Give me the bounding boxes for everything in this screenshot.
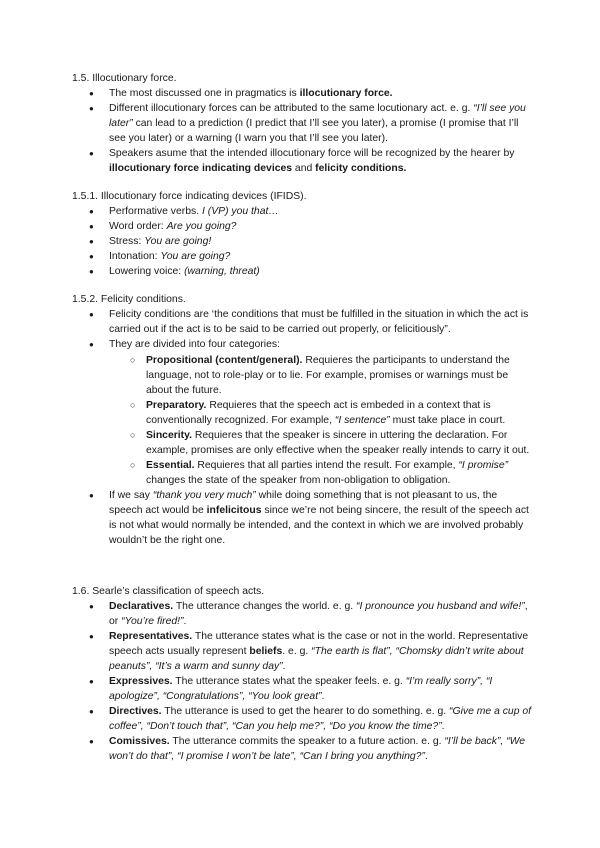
- list-item: ● Stress: You are going!: [72, 234, 532, 249]
- bullet-list: [72, 86, 532, 176]
- list-item: ● If we say “thank you very much” while doing something that is not pleasant to us, the speech act would be infelicitous since we’re not being sincere, the result of the speech act is not what would normally be intended, and the context in which we are involved probably wouldn’t be the right one.: [72, 488, 532, 548]
- list-item: ● Comissives. The utterance commits the speaker to a future action. e. g. “I’ll be back”, “We won’t do that”, “I promise I won’t be late”, “Can I bring you anything?”.: [72, 734, 532, 764]
- section-1-5-1: [72, 189, 532, 279]
- list-item: ● Word order: Are you going?: [72, 219, 532, 234]
- list-item: ● Performative verbs. I (VP) you that…: [72, 204, 532, 219]
- list-item: ● The most discussed one in pragmatics is illocutionary force.: [72, 86, 532, 101]
- sub-list-item: ○ Propositional (content/general). Requieres the participants to understand the language, not to role-play or to lie. For example, promises or warnings must be about the future.: [109, 353, 532, 398]
- bullet-list: [72, 599, 532, 764]
- sub-list-item: ○ Preparatory. Requieres that the speech act is embeded in a context that is conventionally recognized. For example, “I sentence” must take place in court.: [109, 398, 532, 428]
- list-item: ● Different illocutionary forces can be attributed to the same locutionary act. e. g. “I’ll see you later” can lead to a prediction (I predict that I’ll see you later), a promise (I promise that I’ll see you later) or a warning (I warn you that I’ll see you later).: [72, 101, 532, 146]
- section-1-5-2: [72, 292, 532, 548]
- section-heading: 1.5. Illocutionary force.: [72, 73, 177, 84]
- bullet-list: [72, 307, 532, 548]
- sub-list: [109, 353, 532, 488]
- sub-list-item: ○ Sincerity. Requieres that the speaker is sincere in uttering the declaration. For example, promises are only effective when the speaker really intends to carry it out.: [109, 428, 532, 458]
- list-item: ● Declaratives. The utterance changes the world. e. g. “I pronounce you husband and wife!”, or “You’re fired!”.: [72, 599, 532, 629]
- section-heading: 1.5.1. Illocutionary force indicating devices (IFIDS).: [72, 191, 307, 202]
- list-item: ● Representatives. The utterance states what is the case or not in the world. Representative speech acts usually represent beliefs. e. g. “The earth is flat”, “Chomsky didn’t write about peanuts”, “It’s a warm and sunny day”.: [72, 629, 532, 674]
- list-item: ● Speakers asume that the intended illocutionary force will be recognized by the hearer by illocutionary force indicating devices and felicity conditions.: [72, 146, 532, 176]
- list-item: ● Directives. The utterance is used to get the hearer to do something. e. g. “Give me a cup of coffee”, “Don’t touch that”, “Can you help me?”, “Do you know the time?”.: [72, 704, 532, 734]
- list-item: ● Intonation: You are going?: [72, 249, 532, 264]
- list-item: ● Lowering voice: (warning, threat): [72, 264, 532, 279]
- bullet-list: [72, 204, 532, 279]
- section-heading: 1.5.2. Felicity conditions.: [72, 294, 186, 305]
- list-item: ● They are divided into four categories: ○ Propositional (content/general). Requieres the participants to understand the language, not to role-play or to lie. For example, promises or warnings must be about the future. ○ Preparatory. Requieres that the speech act is embeded in a context that is conventionally recognized. For example, “I sentence” must take place in court. ○ Sincerity. Requieres that the speaker is sincere in uttering the declaration. For example, promises are only effective when the speaker really intends to carry it out. ○ Essential. Requieres that all parties intend the result. For example, “I promise” changes the state of the speaker from non-obligation to obligation.: [72, 337, 532, 488]
- sub-list-item: ○ Essential. Requieres that all parties intend the result. For example, “I promise” changes the state of the speaker from non-obligation to obligation.: [109, 458, 532, 488]
- section-heading: 1.6. Searle’s classification of speech acts.: [72, 586, 265, 597]
- list-item: ● Expressives. The utterance states what the speaker feels. e. g. “I’m really sorry”, “I apologize”, “Congratulations”, “You look great”.: [72, 674, 532, 704]
- list-item: ● Felicity conditions are ‘the conditions that must be fulfilled in the situation in which the act is carried out if the act is to be said to be carried out properly, or felicitiously”.: [72, 307, 532, 337]
- section-1-5: [72, 71, 532, 176]
- section-1-6: [72, 584, 532, 764]
